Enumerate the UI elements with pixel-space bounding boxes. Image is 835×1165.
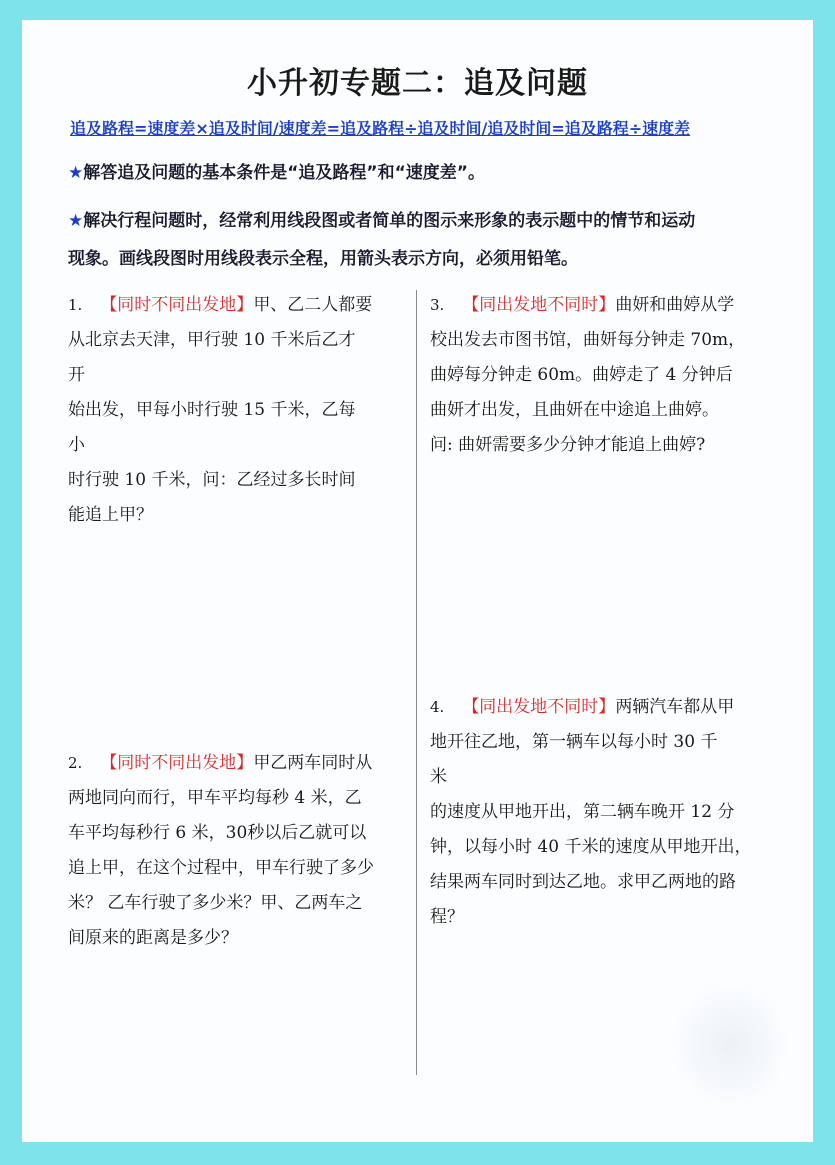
problem-text: 地开往乙地，第一辆车以每小时 30 千: [430, 732, 718, 752]
problem-number: 4.: [430, 698, 445, 716]
star-icon: ★: [68, 211, 84, 231]
tip-text: 现象。画线段图时用线段表示全程，用箭头表示方向，必须用铅笔。: [68, 249, 578, 269]
problem-3: [430, 288, 745, 463]
problem-tag: 【同时不同出发地】: [100, 753, 254, 773]
problem-text: 间原来的距离是多少？: [68, 928, 238, 948]
star-icon: ★: [68, 163, 84, 183]
problem-text: 的速度从甲地开出，第二辆车晚开 12 分: [430, 802, 735, 822]
problem-number: 3.: [430, 296, 445, 314]
tip-1: [68, 154, 768, 192]
problem-number: 2.: [68, 754, 83, 772]
problem-text: 小: [68, 435, 85, 455]
problem-text: 米？ 乙车行驶了多少米？甲、乙两车之: [68, 893, 363, 913]
problem-text: 追上甲，在这个过程中，甲车行驶了多少: [68, 858, 374, 878]
problem-text: 问: 曲妍需要多少分钟才能追上曲婷?: [430, 435, 706, 455]
tip-2: [68, 202, 768, 278]
problem-text: 钟，以每小时 40 千米的速度从甲地开出，: [430, 837, 752, 857]
problem-text: 曲妍才出发，且曲妍在中途追上曲婷。: [430, 400, 719, 420]
page-title: 小升初专题二：追及问题: [247, 66, 588, 101]
tip-text: 解决行程问题时，经常利用线段图或者简单的图示来形象的表示题中的情节和运动: [83, 211, 696, 231]
problem-4: [430, 690, 751, 935]
problem-text: 两辆汽车都从甲: [615, 697, 735, 717]
problem-text: 甲、乙二人都要: [253, 295, 373, 315]
problem-text: 车平均每秒行 6 米，30秒以后乙就可以: [68, 823, 367, 843]
tip-text: 解答追及问题的基本条件是“追及路程”和“速度差”。: [83, 163, 485, 183]
problem-text: 两地同向而行，甲车平均每秒 4 米，乙: [68, 788, 362, 808]
problem-tag: 【同出发地不同时】: [462, 697, 616, 717]
problem-text: 从北京去天津，甲行驶 10 千米后乙才: [68, 330, 356, 350]
problem-2: [68, 746, 374, 956]
problem-number: 1.: [68, 296, 83, 314]
problem-text: 开: [68, 365, 85, 385]
problem-text: 曲婷每分钟走 60m。曲婷走了 4 分钟后: [430, 365, 733, 385]
problem-tag: 【同出发地不同时】: [462, 295, 616, 315]
problem-text: 米: [430, 767, 447, 787]
problem-text: 始出发，甲每小时行驶 15 千米，乙每: [68, 400, 356, 420]
problem-text: 时行驶 10 千米，问：乙经过多长时间: [68, 470, 356, 490]
problem-1: [68, 288, 372, 533]
problem-text: 甲乙两车同时从: [253, 753, 373, 773]
column-divider: [416, 290, 417, 1075]
blurred-watermark: [670, 980, 790, 1110]
problem-text: 程？: [430, 907, 464, 927]
problem-text: 校出发去市图书馆，曲妍每分钟走 70m，: [430, 330, 746, 350]
problem-tag: 【同时不同出发地】: [100, 295, 254, 315]
problem-text: 结果两车同时到达乙地。求甲乙两地的路: [430, 872, 736, 892]
formula-line: 追及路程=速度差×追及时间/速度差=追及路程÷追及时间/追及时间=追及路程÷速度差: [70, 119, 691, 138]
problem-text: 曲妍和曲婷从学: [615, 295, 735, 315]
problem-text: 能追上甲？: [68, 505, 153, 525]
